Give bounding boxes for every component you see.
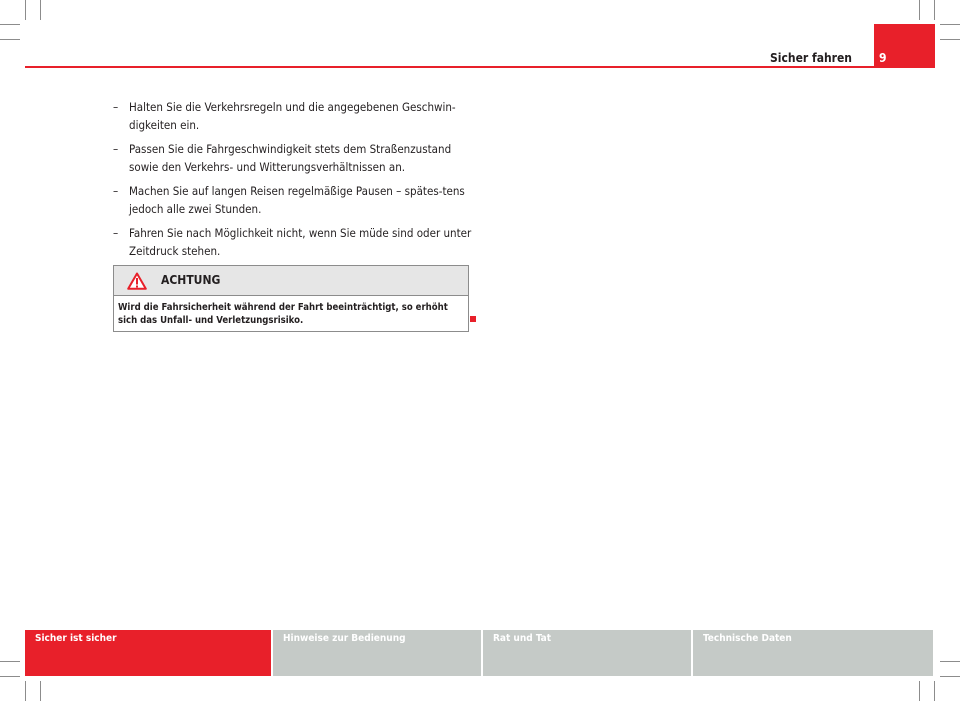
- crop-mark: [940, 661, 960, 662]
- list-item: [113, 98, 473, 134]
- crop-mark: [934, 681, 935, 701]
- warning-title: ACHTUNG: [161, 273, 221, 287]
- section-title: Sicher fahren: [770, 51, 852, 65]
- list-item-text: Fahren Sie nach Möglichkeit nicht, wenn Sie müde sind oder unter Zeitdruck stehen.: [129, 226, 472, 258]
- list-dash: –: [113, 100, 119, 114]
- list-item: [113, 224, 473, 260]
- instruction-list: [113, 98, 473, 260]
- crop-mark: [40, 0, 41, 20]
- crop-mark: [25, 681, 26, 701]
- list-dash: –: [113, 226, 119, 240]
- crop-mark: [934, 0, 935, 20]
- crop-mark: [919, 681, 920, 701]
- tab-rat-und-tat[interactable]: [483, 630, 691, 676]
- crop-mark: [0, 39, 20, 40]
- tab-label: Sicher ist sicher: [35, 633, 117, 644]
- crop-mark: [0, 676, 20, 677]
- list-dash: –: [113, 184, 119, 198]
- warning-triangle-icon: [127, 272, 147, 290]
- tab-hinweise-zur-bedienung[interactable]: [273, 630, 481, 676]
- tab-technische-daten[interactable]: [693, 630, 933, 676]
- end-of-section-marker: [470, 316, 476, 322]
- crop-mark: [919, 0, 920, 20]
- tab-label: Rat und Tat: [493, 633, 552, 644]
- list-item-text: Halten Sie die Verkehrsregeln und die angegebenen Geschwin-digkeiten ein.: [129, 100, 456, 132]
- crop-mark: [0, 24, 20, 25]
- chapter-tabs: [25, 630, 933, 676]
- crop-mark: [940, 24, 960, 25]
- page-number: 9: [879, 51, 887, 65]
- list-item: [113, 182, 473, 218]
- crop-mark: [40, 681, 41, 701]
- crop-mark: [25, 0, 26, 20]
- crop-mark: [940, 676, 960, 677]
- tab-label: Technische Daten: [703, 633, 792, 644]
- tab-label: Hinweise zur Bedienung: [283, 633, 406, 644]
- warning-header: [114, 266, 468, 296]
- list-item-text: Machen Sie auf langen Reisen regelmäßige Pausen – spätes-tens jedoch alle zwei Stunden.: [129, 184, 465, 216]
- crop-mark: [0, 661, 20, 662]
- warning-text: Wird die Fahrsicherheit während der Fahrt beeinträchtigt, so erhöht sich das Unfall- und Verletzungsrisiko.: [118, 302, 448, 326]
- list-dash: –: [113, 142, 119, 156]
- list-item-text: Passen Sie die Fahrgeschwindigkeit stets dem Straßenzustand sowie den Verkehrs- und Witterungsverhältnissen an.: [129, 142, 452, 174]
- warning-box: [113, 265, 469, 332]
- content-column: [113, 98, 473, 266]
- header-rule: [25, 66, 935, 68]
- crop-mark: [940, 39, 960, 40]
- list-item: [113, 140, 473, 176]
- tab-sicher-ist-sicher[interactable]: [25, 630, 271, 676]
